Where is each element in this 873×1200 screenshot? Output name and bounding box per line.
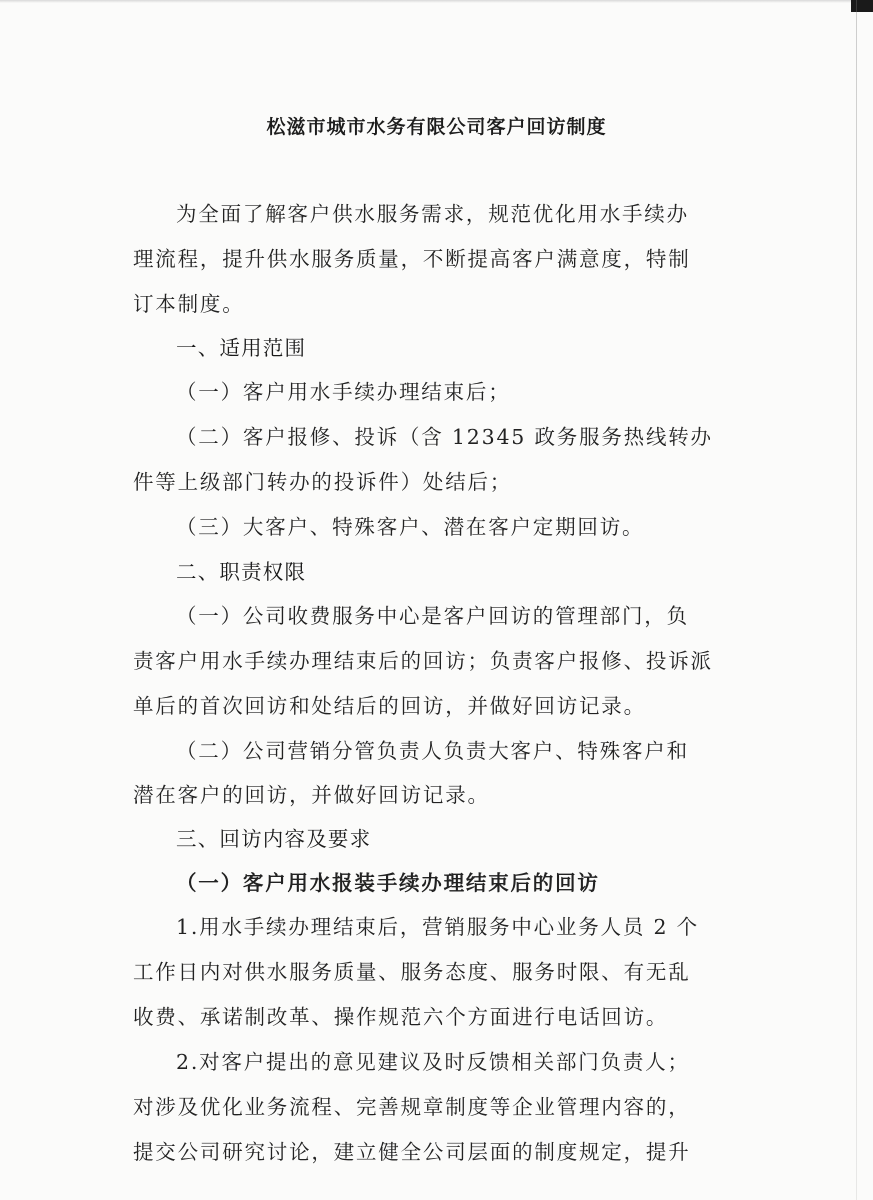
intro-line-2: 理流程，提升供水服务质量，不断提高客户满意度，特制 [133,247,691,271]
content-item-1-cont-1: 工作日内对供水服务质量、服务态度、服务时限、有无乱 [133,960,691,984]
content-subheading-1: （一）客户用水报装手续办理结束后的回访 [176,871,600,895]
duties-item-1-cont-1: 责客户用水手续办理结束后的回访；负责客户报修、投诉派 [133,649,713,673]
content-item-2: 2.对客户提出的意见建议及时反馈相关部门负责人； [176,1050,690,1074]
section-heading-content: 三、回访内容及要求 [176,827,372,851]
content-item-1: 1.用水手续办理结束后，营销服务中心业务人员 2 个 [176,915,699,939]
intro-line-3: 订本制度。 [133,292,245,316]
content-item-2-cont-1: 对涉及优化业务流程、完善规章制度等企业管理内容的， [133,1095,691,1119]
section-heading-scope: 一、适用范围 [176,336,307,360]
scope-item-3: （三）大客户、特殊客户、潜在客户定期回访。 [176,515,645,539]
duties-item-1-cont-2: 单后的首次回访和处结后的回访，并做好回访记录。 [133,694,646,718]
scan-corner-mark [851,0,873,12]
content-item-1-cont-2: 收费、承诺制改革、操作规范六个方面进行电话回访。 [133,1005,669,1029]
scope-item-2-cont: 件等上级部门转办的投诉件）处结后； [133,470,513,494]
content-item-2-cont-2: 提交公司研究讨论，建立健全公司层面的制度规定，提升 [133,1140,691,1164]
scope-item-2: （二）客户报修、投诉（含 12345 政务服务热线转办 [176,425,713,449]
duties-item-2-cont: 潜在客户的回访，并做好回访记录。 [133,783,490,807]
section-heading-duties: 二、职责权限 [176,560,307,584]
scan-right-edge [856,0,857,1200]
document-title: 松滋市城市水务有限公司客户回访制度 [266,116,607,138]
duties-item-2: （二）公司营销分管负责人负责大客户、特殊客户和 [176,739,689,763]
scope-item-1: （一）客户用水手续办理结束后； [176,380,511,404]
scan-top-edge [0,0,873,3]
intro-line-1: 为全面了解客户供水服务需求，规范优化用水手续办 [176,202,689,226]
duties-item-1: （一）公司收费服务中心是客户回访的管理部门，负 [176,604,689,628]
